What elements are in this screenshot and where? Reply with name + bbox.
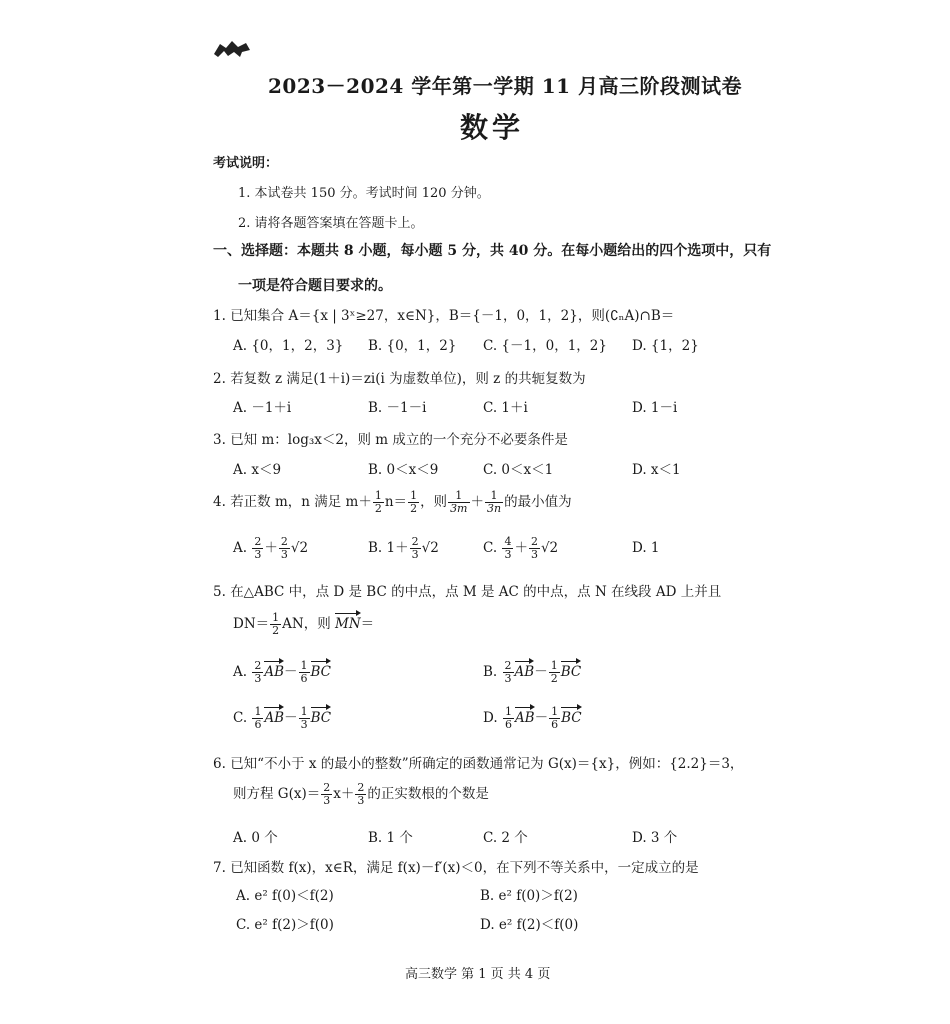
instructions-heading: 考试说明： xyxy=(213,156,279,171)
q5-option-a: A. $\frac{2}{3}$ AB－ $\frac{1}{6}$ BC xyxy=(233,659,332,685)
q3-option-b: B. 0＜x＜9 xyxy=(368,462,439,478)
question-2 xyxy=(213,367,586,387)
question-1 xyxy=(213,304,674,324)
question-text: 若复数 z 满足(1＋i)＝zi(i 为虚数单位)，则 z 的共轭复数为 xyxy=(230,371,586,387)
q4-option-b: B. 1＋ $\frac{2}{3}$ √2 xyxy=(368,535,439,561)
question-7 xyxy=(213,856,699,876)
q6-option-b: B. 1 个 xyxy=(368,830,413,846)
q2-option-d: D. 1－i xyxy=(632,400,678,416)
question-number: 6. xyxy=(213,756,226,772)
question-text: 已知“不小于 x 的最小的整数”所确定的函数通常记为 G(x)＝{x}，例如：{2.2}＝3， xyxy=(230,756,744,772)
q2-option-b: B. －1－i xyxy=(368,400,427,416)
question-text: 已知 m：log₃x＜2，则 m 成立的一个充分不必要条件是 xyxy=(230,432,568,448)
q5-option-d: D. $\frac{1}{6}$ AB－ $\frac{1}{6}$ BC xyxy=(483,705,582,731)
q1-option-c: C. {－1，0，1，2} xyxy=(483,338,607,354)
question-5-line2: DN＝ $\frac{1}{2}$ AN，则 MN＝ xyxy=(233,611,375,637)
question-6 xyxy=(213,752,743,772)
q4-option-d: D. 1 xyxy=(632,540,660,556)
question-5 xyxy=(213,580,721,600)
instruction-item: 2. 请将各题答案填在答题卡上。 xyxy=(238,216,424,231)
exam-title: 2023－2024 学年第一学期 11 月高三阶段测试卷 xyxy=(268,74,743,98)
q6-option-d: D. 3 个 xyxy=(632,830,678,846)
q2-option-a: A. －1＋i xyxy=(233,400,292,416)
section-title-cont: 一项是符合题目要求的。 xyxy=(238,278,392,294)
page-footer: 高三数学 第 1 页 共 4 页 xyxy=(405,967,551,982)
question-number: 2. xyxy=(213,371,226,387)
q4-option-c: C. $\frac{4}{3}$ ＋ $\frac{2}{3}$ √2 xyxy=(483,535,559,561)
q5-option-b: B. $\frac{2}{3}$ AB－ $\frac{1}{2}$ BC xyxy=(483,659,582,685)
q6-option-c: C. 2 个 xyxy=(483,830,528,846)
q1-option-d: D. {1，2} xyxy=(632,338,699,354)
q7-option-d: D. e² f(2)＜f(0) xyxy=(480,917,579,933)
q7-option-a: A. e² f(0)＜f(2) xyxy=(236,888,334,904)
question-6-line2: 则方程 G(x)＝ $\frac{2}{3}$ x＋ $\frac{2}{3}$ 的正实数根的个数是 xyxy=(233,781,489,807)
instruction-item: 1. 本试卷共 150 分。考试时间 120 分钟。 xyxy=(238,186,490,201)
q6-option-a: A. 0 个 xyxy=(233,830,278,846)
publisher-logo-icon xyxy=(212,38,252,60)
question-number: 1. xyxy=(213,308,226,324)
q1-option-b: B. {0，1，2} xyxy=(368,338,457,354)
q7-option-b: B. e² f(0)＞f(2) xyxy=(480,888,578,904)
question-text: 已知函数 f(x)，x∈R，满足 f(x)－f′(x)＜0，在下列不等关系中，一定成立的是 xyxy=(230,860,699,876)
q4-option-a: A. $\frac{2}{3}$ ＋ $\frac{2}{3}$ √2 xyxy=(233,535,309,561)
question-number: 3. xyxy=(213,432,226,448)
question-text: 已知集合 A＝{x | 3ˣ≥27，x∈N}，B＝{－1，0，1，2}，则(∁ₙA)∩B＝ xyxy=(230,308,675,324)
q2-option-c: C. 1＋i xyxy=(483,400,528,416)
subject-title: 数学 xyxy=(460,111,525,144)
q3-option-a: A. x＜9 xyxy=(233,462,282,478)
question-number: 7. xyxy=(213,860,226,876)
section-title: 一、选择题：本题共 8 小题，每小题 5 分，共 40 分。在每小题给出的四个选项中，只有 xyxy=(213,243,772,259)
question-number: 5. xyxy=(213,584,226,600)
q3-option-d: D. x＜1 xyxy=(632,462,681,478)
question-text: 在△ABC 中，点 D 是 BC 的中点，点 M 是 AC 的中点，点 N 在线段 AD 上并且 xyxy=(230,584,722,600)
q1-option-a: A. {0，1，2，3} xyxy=(233,338,344,354)
q5-option-c: C. $\frac{1}{6}$ AB－ $\frac{1}{3}$ BC xyxy=(233,705,332,731)
question-number: 4. xyxy=(213,494,226,510)
q7-option-c: C. e² f(2)＞f(0) xyxy=(236,917,334,933)
question-3 xyxy=(213,428,568,448)
q3-option-c: C. 0＜x＜1 xyxy=(483,462,554,478)
question-4: 4. 若正数 m，n 满足 m＋ $\frac{1}{2}$ n＝ $\frac{1}{2}$ ，则 $\frac{1}{3m}$ ＋ $\frac{1}{3n}$ 的最小值为 xyxy=(213,489,572,515)
